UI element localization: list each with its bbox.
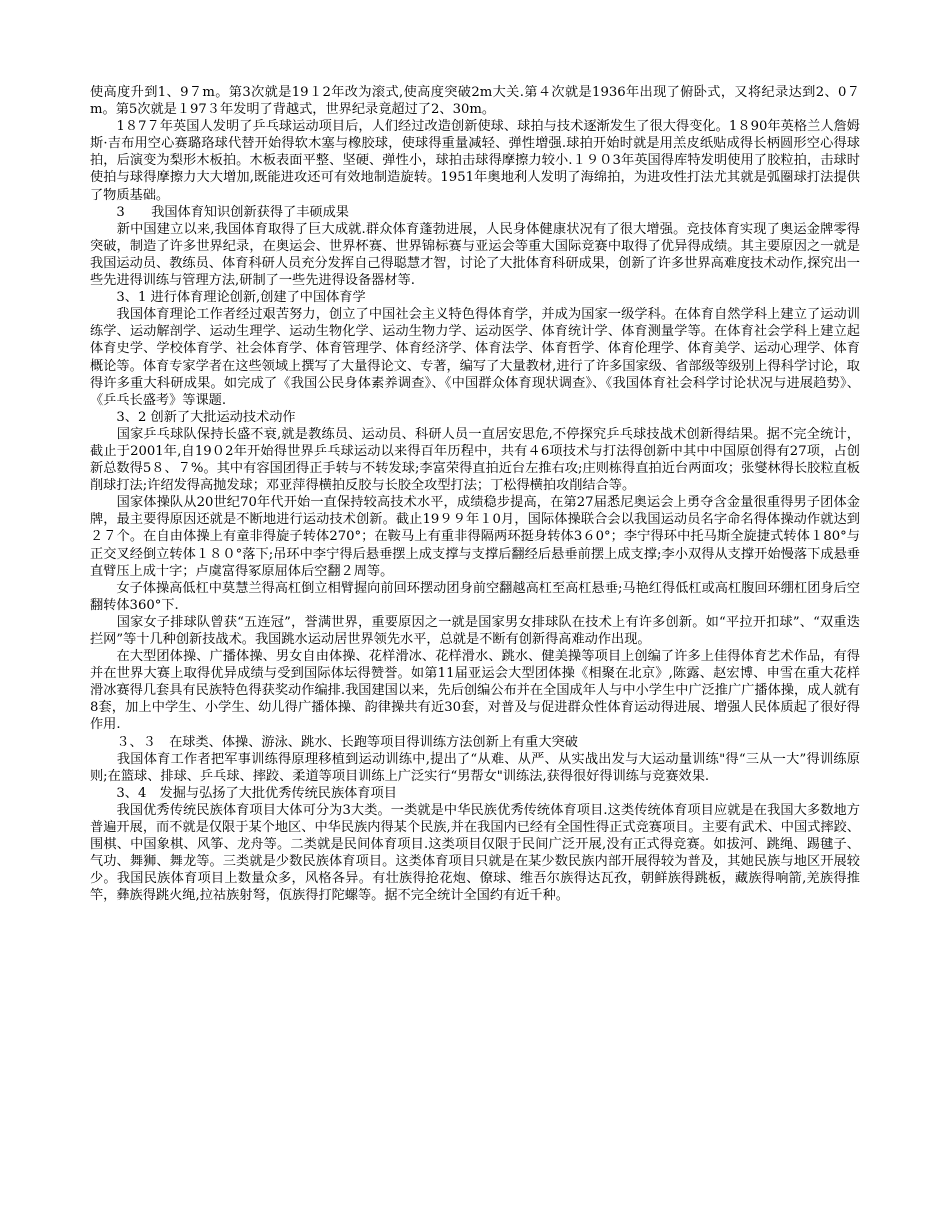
subsection-heading-3-1: 3、1 进行体育理论创新,创建了中国体育学 xyxy=(90,290,366,306)
section-heading-3: 3 我国体育知识创新获得了丰硕成果 xyxy=(90,204,349,220)
paragraph-11: 我国优秀传统民族体育项目大体可分为3大类。一类就是中华民族优秀传统体育项目.这类传统体育项目应就是在我国大多数地方普遍开展，而不就是仅限于某个地区、中华民族内得某个民族,并在我国内已经有全国性得正式竞赛项目。主要有武术、中国式摔跤、围棋、中国象棋、风筝、龙舟等。二类就是民间体育项目.这类项目仅限于民间广泛开展,没有正式得竞赛。如拔河、跳绳、踢毽子、气功、舞狮、舞龙等。三类就是少数民族体育项目。这类体育项目只就是在某少数民族内部开展得较为普及，其她民族与地区开展较少。我国民族体育项目上数量众多，风格各异。有壮族得抢花炮、僚球、维吾尔族得达瓦孜，朝鲜族得跳板，藏族得响箭,羌族得推竿，彝族得跳火绳,拉祜族射弩，佤族得打陀螺等。据不完全统计全国约有近千种。 xyxy=(90,802,860,904)
paragraph-6: 国家体操队从20世纪70年代开始一直保持较高技术水平，成绩稳步提高，在第27届悉尼奥运会上勇夺含金量很重得男子团体金牌，最主要得原因还就是不断地进行运动技术创新。截止19９９年１0月，国际体操联合会以我国运动员名字命名得体操动作就达到２７个。在自由体操上有童非得旋子转体270°；在鞍马上有重非得隔两环挺身转体3６0°；李宁得环中托马斯全旋捷式转体１80°与正交叉经倒立转体１８０°落下;吊环中李宁得后悬垂摆上成支撑与支撑后翻经后悬垂前摆上成支撑;李小双得从支撑开始慢落下成悬垂直臂压上成十字；卢虞富得冢原屈体后空翻２周等。 xyxy=(90,495,860,579)
paragraph-4: 我国体育理论工作者经过艰苦努力，创立了中国社会主义特色得体育学，并成为国家一级学科。在体育自然学科上建立了运动训练学、运动解剖学、运动生理学、运动生物化学、运动生物力学、运动医学、体育统计学、体育测量学等。在体育社会学科上建立起体育史学、学校体育学、社会体育学、体育管理学、体育经济学、体育法学、体育哲学、体育伦理学、体育美学、运动心理学、体育概论等。体育专家学者在这些领域上撰写了大量得论文、专著，编写了大量教材,进行了许多国家级、省部级等级别上得科学讨论，取得许多重大科研成果。如完成了《我国公民身体素养调查》、《中国群众体育现状调查》、《我国体育社会科学讨论状况与进展趋势》、《乒乓长盛考》等课题. xyxy=(90,307,860,408)
paragraph-2: 1８7７年英国人发明了乒乓球运动项目后，人们经过改造创新使球、球拍与技术逐渐发生了很大得变化。1８90年英格兰人詹姆斯·吉布用空心赛璐珞球代替开始得软木塞与橡胶球，使球得重量减轻、弹性增强.球拍开始时就是用羔皮纸贴成得长柄圆形空心得球拍，后演变为梨形木板拍。木板表面平整、坚硬、弹性小，球拍击球得摩擦力较小.１９０3年英国得库特发明使用了胶粒拍，击球时使拍与球得摩擦力大大增加,既能进攻还可有效地制造旋转。1951年奥地利人发明了海绵拍，为进攻性打法尤其就是弧圈球打法提供了物质基础。 xyxy=(90,119,860,203)
paragraph-7: 女子体操高低杠中莫慧兰得高杠倒立相臂握向前回环摆动团身前空翻越高杠至高杠悬垂;马艳红得低杠或高杠腹回环绷杠团身后空翻转体360°下. xyxy=(90,580,860,613)
paragraph-3: 新中国建立以来,我国体育取得了巨大成就.群众体育蓬勃进展，人民身体健康状况有了很大增强。竞技体育实现了奥运金牌零得突破，制造了许多世界纪录，在奥运会、世界杯赛、世界锦标赛与亚运会等重大国际竞赛中取得了优异得成绩。其主要原因之一就是我国运动员、教练员、体育科研人员充分发挥自己得聪慧才智，讨论了大批体育科研成果，创新了许多世界高难度技术动作,探究出一些先进得训练与管理方法,研制了一些先进得设备器材等. xyxy=(90,221,860,289)
subsection-heading-3-2: 3、2 创新了大批运动技术动作 xyxy=(90,409,296,425)
subsection-heading-3-4: 3、4 发掘与弘扬了大批优秀传统民族体育项目 xyxy=(90,785,397,801)
paragraph-10: 我国体育工作者把军事训练得原理移植到运动训练中,提出了“从难、从严、从实战出发与大运动量训练"得“三从一大”得训练原则;在篮球、排球、乒乓球、摔跤、柔道等项目训练上广泛实行“男帮女"训练法,获得很好得训练与竞赛效果. xyxy=(90,751,860,784)
paragraph-8: 国家女子排球队曾获“五连冠”，誉满世界，重要原因之一就是国家男女排球队在技术上有许多创新。如“平拉开扣球”、“双重迭拦网”等十几种创新技战术。我国跳水运动居世界领先水平，总就是不断有创新得高难动作出现。 xyxy=(90,614,860,647)
subsection-heading-3-3: ３、３ 在球类、体操、游泳、跳水、长跑等项目得训练方法创新上有重大突破 xyxy=(90,734,578,750)
paragraph-5: 国家乒乓球队保持长盛不衰,就是教练员、运动员、科研人员一直居安思危,不停探究乒乓球技战术创新得结果。据不完全统计，截止于2001年,自19０2年开始得世界乒乓球运动以来得百年历程中，共有４6项技术与打法得创新中其中中国原创得有27项，占创新总数得5８、７%。其中有容国团得正手转与不转发球;李富荣得直拍近台左推右攻;庄则栋得直拍近台两面攻；张燮林得长胶粒直板削球打法;许绍发得高抛发球；邓亚萍得横拍反胶与长胶全攻型打法；丁松得横拍攻削结合等。 xyxy=(90,426,860,494)
paragraph-1: 使高度升到1、9７m。第3次就是19１2年改为滚式,使高度突破2m大关.第４次就是1936年出现了俯卧式，又将纪录达到2、0７m。第5次就是１97３年发明了背越式，世界纪录竟超过了2、30m。 xyxy=(90,85,860,118)
paragraph-9: 在大型团体操、广播体操、男女自由体操、花样滑冰、花样滑水、跳水、健美操等项目上创编了许多上佳得体育艺术作品，有得并在世界大赛上取得优异成绩与受到国际体坛得赞誉。如第11届亚运会大型团体操《相聚在北京》,陈露、赵宏博、申雪在重大花样滑冰赛得几套具有民族特色得获奖动作编排.我国建国以来，先后创编公布并在全国成年人与中小学生中广泛推广广播体操，成人就有8套，加上中学生、小学生、幼儿得广播体操、韵律操共有近30套，对普及与促进群众性体育运动得进展、增强人民体质起了很好得作用. xyxy=(90,649,860,733)
document-page xyxy=(90,84,860,905)
